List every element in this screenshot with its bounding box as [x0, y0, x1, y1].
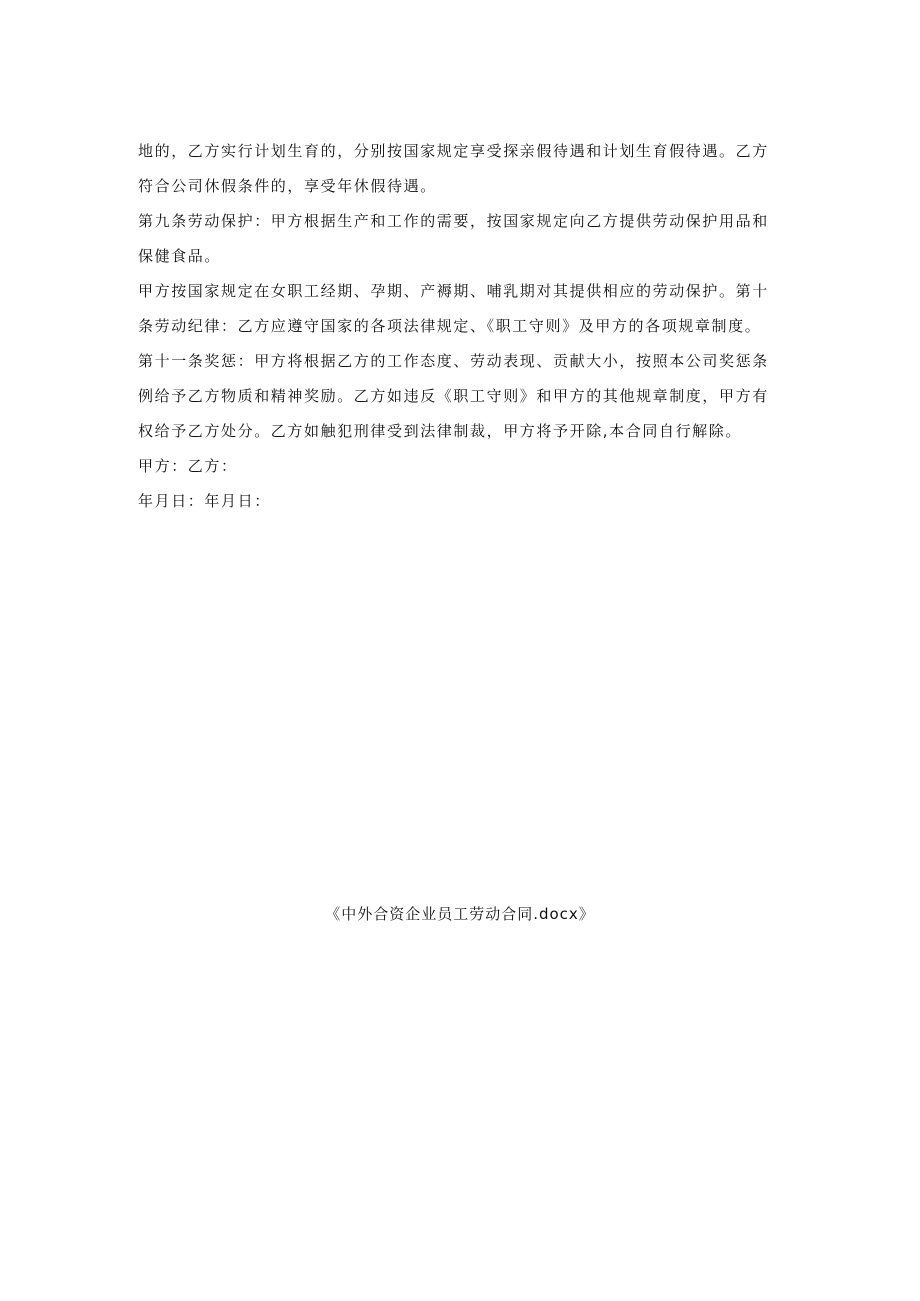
document-body: [138, 134, 784, 519]
signature-dates: 年月日：年月日：: [138, 492, 271, 510]
paragraph-article-11-rewards-penalties: 第十一条奖惩：甲方将根据乙方的工作态度、劳动表现、贡献大小，按照本公司奖惩条例给予乙方物质和精神奖励。乙方如违反《职工守则》和甲方的其他规章制度，甲方有权给予乙方处分。乙方如触犯刑律受到法律制裁，甲方将予开除,本合同自行解除。: [138, 352, 769, 440]
paragraph-article-10-labor-discipline: 甲方按国家规定在女职工经期、孕期、产褥期、哺乳期对其提供相应的劳动保护。第十条劳动纪律：乙方应遵守国家的各项法律规定、《职工守则》及甲方的各项规章制度。: [138, 282, 769, 335]
document-footer-filename: 《中外合资企业员工劳动合同.docx》: [325, 905, 595, 923]
paragraph-article-9-labor-protection: 第九条劳动保护：甲方根据生产和工作的需要，按国家规定向乙方提供劳动保护用品和保健食品。: [138, 212, 769, 265]
signature-parties: 甲方：乙方：: [138, 457, 238, 475]
paragraph-leave-benefits: 地的，乙方实行计划生育的，分别按国家规定享受探亲假待遇和计划生育假待遇。乙方符合公司休假条件的，享受年休假待遇。: [138, 142, 769, 195]
